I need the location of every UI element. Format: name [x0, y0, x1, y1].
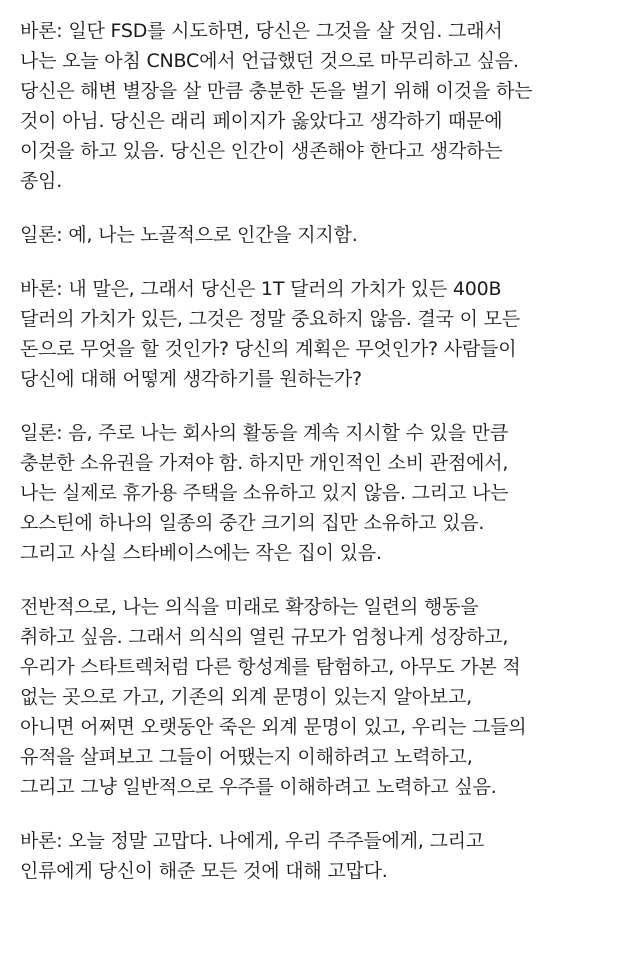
text-line: 우리가 스타트렉처럼 다른 항성계를 탐험하고, 아무도 가본 적 [20, 656, 521, 678]
text-line: 바론: 내 말은, 그래서 당신은 1T 달러의 가치가 있든 400B [20, 278, 502, 300]
text-line: 당신은 해변 별장을 살 만큼 충분한 돈을 벌기 위해 이것을 하는 [20, 80, 533, 102]
text-line: 취하고 싶음. 그래서 의식의 열린 규모가 엄청나게 성장하고, [20, 626, 509, 648]
text-line: 없는 곳으로 가고, 기존의 외계 문명이 있는지 알아보고, [20, 686, 472, 708]
text-line: 충분한 소유권을 가져야 함. 하지만 개인적인 소비 관점에서, [20, 452, 509, 474]
text-line: 그리고 사실 스타베이스에는 작은 집이 있음. [20, 542, 382, 564]
text-line: 달러의 가치가 있든, 그것은 정말 중요하지 않음. 결국 이 모든 [20, 308, 520, 330]
paragraph-baron-3 [20, 826, 626, 886]
paragraph-baron-1 [20, 16, 626, 196]
paragraph-elon-1 [20, 220, 626, 250]
text-line: 당신에 대해 어떻게 생각하기를 원하는가? [20, 368, 362, 390]
paragraph-baron-2 [20, 274, 626, 394]
text-line: 일론: 음, 주로 나는 회사의 활동을 계속 지시할 수 있을 만큼 [20, 422, 508, 444]
text-line: 그리고 그냥 일반적으로 우주를 이해하려고 노력하고 싶음. [20, 776, 497, 798]
text-line: 바론: 오늘 정말 고맙다. 나에게, 우리 주주들에게, 그리고 [20, 830, 484, 852]
text-line: 것이 아님. 당신은 래리 페이지가 옳았다고 생각하기 때문에 [20, 110, 503, 132]
text-line: 나는 실제로 휴가용 주택을 소유하고 있지 않음. 그리고 나는 [20, 482, 509, 504]
text-line: 일론: 예, 나는 노골적으로 인간을 지지함. [20, 224, 358, 246]
text-line: 바론: 일단 FSD를 시도하면, 당신은 그것을 살 것임. 그래서 [20, 20, 503, 42]
text-line: 아니면 어쩌면 오랫동안 죽은 외계 문명이 있고, 우리는 그들의 [20, 716, 527, 738]
paragraph-elon-2 [20, 418, 626, 568]
text-line: 돈으로 무엇을 할 것인가? 당신의 계획은 무엇인가? 사람들이 [20, 338, 517, 360]
text-line: 인류에게 당신이 해준 모든 것에 대해 고맙다. [20, 860, 388, 882]
text-line: 오스틴에 하나의 일종의 중간 크기의 집만 소유하고 있음. [20, 512, 485, 534]
paragraph-elon-3 [20, 592, 626, 802]
text-line: 유적을 살펴보고 그들이 어땠는지 이해하려고 노력하고, [20, 746, 473, 768]
text-line: 종임. [20, 170, 63, 192]
text-line: 이것을 하고 있음. 당신은 인간이 생존해야 한다고 생각하는 [20, 140, 503, 162]
text-line: 나는 오늘 아침 CNBC에서 언급했던 것으로 마무리하고 싶음. [20, 50, 519, 72]
text-line: 전반적으로, 나는 의식을 미래로 확장하는 일련의 행동을 [20, 596, 479, 618]
